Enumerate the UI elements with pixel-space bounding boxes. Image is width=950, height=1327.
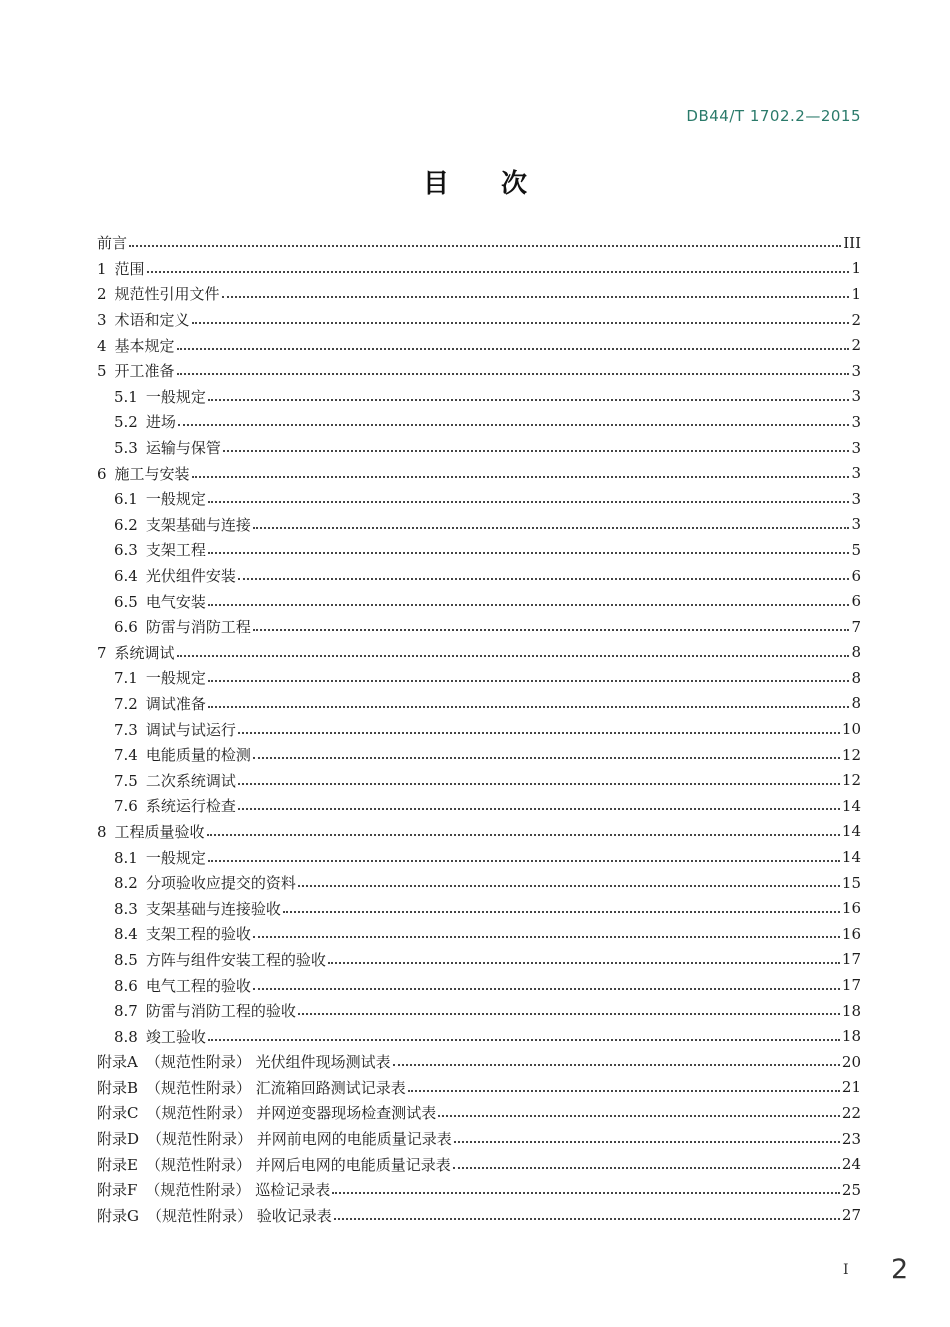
toc-entry[interactable] [97,435,861,461]
toc-entry[interactable] [97,1177,861,1203]
toc-entry-label [114,693,206,714]
toc-entry-page: 16 [841,924,861,943]
toc-entry-title: （规范性附录） 并网后电网的电能质量记录表 [145,1155,451,1174]
toc-entry[interactable] [97,332,861,358]
dot-leader [223,449,850,452]
toc-entry-number: 6.6 [114,618,138,637]
toc-entry-label [97,821,205,842]
toc-entry-page: 20 [841,1052,861,1071]
toc-entry-label [97,232,127,253]
toc-entry[interactable] [97,870,861,896]
toc-entry-label [114,975,251,996]
toc-entry-title: （规范性附录） 光伏组件现场测试表 [145,1053,391,1072]
toc-entry[interactable] [97,793,861,819]
toc-entry[interactable] [97,819,861,845]
toc-entry-number: 附录A [97,1053,138,1072]
toc-entry-number: 附录C [97,1104,139,1123]
dot-leader [454,1140,840,1143]
toc-entry-page: 25 [841,1180,861,1199]
toc-entry-number: 6.4 [114,567,138,586]
toc-entry-label [97,258,145,279]
toc-entry-title: 调试准备 [145,694,206,713]
toc-entry-label [114,872,296,893]
toc-entry[interactable] [97,230,861,256]
toc-entry-number: 6.5 [114,592,138,611]
toc-entry-label [114,565,236,586]
toc-entry-label [97,642,175,663]
toc-entry-title: 电气安装 [145,592,206,611]
toc-entry-page: 6 [851,566,861,585]
toc-entry[interactable] [97,256,861,282]
toc-entry-title: 开工准备 [114,362,175,381]
toc-entry[interactable] [97,640,861,666]
toc-entry[interactable] [97,921,861,947]
dot-leader [408,1089,840,1092]
toc-entry[interactable] [97,588,861,614]
toc-entry[interactable] [97,691,861,717]
toc-entry-label [114,437,221,458]
dot-leader [192,321,850,324]
dot-leader [177,347,850,350]
toc-entry-page: 3 [851,387,861,406]
toc-entry-number: 7.3 [114,720,138,739]
dot-leader [177,372,850,375]
toc-entry[interactable] [97,307,861,333]
dot-leader [238,807,840,810]
toc-entry-title: （规范性附录） 巡检记录表 [145,1181,331,1200]
toc-entry[interactable] [97,1023,861,1049]
toc-entry-title: 一般规定 [145,669,206,688]
toc-entry-page: 22 [841,1103,861,1122]
toc-entry-title: 范围 [114,259,145,278]
toc-entry[interactable] [97,512,861,538]
toc-entry[interactable] [97,1100,861,1126]
toc-entry-title: 一般规定 [145,387,206,406]
toc-entry[interactable] [97,1126,861,1152]
dot-leader [253,526,850,529]
toc-entry-title: 运输与保管 [145,439,221,458]
toc-entry-page: 27 [841,1206,861,1225]
toc-entry-label [114,898,281,919]
toc-entry-page: 1 [851,284,861,303]
toc-entry-number: 5.1 [114,387,138,406]
toc-entry-page: 8 [851,643,861,662]
toc-entry-title: （规范性附录） 验收记录表 [146,1206,332,1225]
dot-leader [208,1038,840,1041]
toc-entry-page: 5 [851,540,861,559]
toc-entry-label [114,514,251,535]
toc-entry[interactable] [97,716,861,742]
dot-leader [208,603,850,606]
dot-leader [208,500,850,503]
toc-entry-page: 2 [851,336,861,355]
toc-entry-page: 21 [841,1078,861,1097]
toc-entry-number: 4 [97,336,107,355]
toc-entry-label [114,1000,296,1021]
toc-entry-title: 防雷与消防工程 [145,618,251,637]
dot-leader [238,577,850,580]
toc-entry-number: 附录E [97,1155,138,1174]
toc-entry-number: 7.1 [114,669,138,688]
toc-entry[interactable] [97,1049,861,1075]
toc-entry-number: 7.4 [114,746,138,765]
toc-entry-page: 6 [851,592,861,611]
dot-leader [178,423,850,426]
toc-entry-label [97,1051,391,1072]
toc-entry-number: 附录B [97,1078,139,1097]
toc-entry-number: 8 [97,822,107,841]
toc-entry[interactable] [97,998,861,1024]
dot-leader [208,859,840,862]
toc-entry-number: 8.5 [114,950,138,969]
toc-entry-page: 24 [841,1155,861,1174]
toc-entry-label [114,591,206,612]
toc-entry-label [97,309,190,330]
toc-entry-page: 3 [851,412,861,431]
dot-leader [253,935,840,938]
dot-leader [328,961,840,964]
toc-entry-title: 一般规定 [145,848,206,867]
toc-entry-title: 电能质量的检测 [145,746,251,765]
toc-entry[interactable] [97,767,861,793]
toc-entry-page: 10 [841,720,861,739]
dot-leader [453,1166,840,1169]
toc-entry-label [114,847,206,868]
dot-leader [334,1217,840,1220]
toc-entry-title: 支架工程的验收 [145,925,251,944]
toc-entry-number: 8.4 [114,925,138,944]
dot-leader [393,1063,840,1066]
toc-entry-page: 3 [851,438,861,457]
toc-entry-label [114,949,326,970]
toc-entry-label [114,488,206,509]
toc-entry-page: 14 [841,822,861,841]
toc-entry-page: 12 [841,771,861,790]
toc-entry-title: 基本规定 [114,336,175,355]
toc-entry-label [114,1026,206,1047]
toc-entry-label [114,616,251,637]
toc-entry-title: 支架基础与连接 [145,515,251,534]
toc-entry[interactable] [97,537,861,563]
toc-entry-number: 附录G [97,1206,139,1225]
toc-entry-label [114,539,206,560]
toc-entry-title: 术语和定义 [114,311,190,330]
toc-entry-number: 8.7 [114,1002,138,1021]
toc-entry-page: 2 [851,310,861,329]
toc-entry-page: 15 [841,873,861,892]
toc-entry-title: 系统运行检查 [145,797,236,816]
table-of-contents [97,230,861,1228]
title-char-1: 目 [422,169,449,199]
toc-entry-page: 3 [851,361,861,380]
toc-entry-number: 6.1 [114,490,138,509]
roman-page-number: I [843,1262,849,1278]
toc-entry-label [97,335,175,356]
toc-entry-number: 附录D [97,1130,140,1149]
toc-entry-page: 17 [841,950,861,969]
dot-leader [238,782,840,785]
dot-leader [192,475,850,478]
toc-entry-page: 17 [841,976,861,995]
toc-entry-label [97,1102,436,1123]
toc-entry-title: 支架工程 [145,541,206,560]
toc-entry-title: 支架基础与连接验收 [145,899,281,918]
toc-entry[interactable] [97,409,861,435]
toc-entry[interactable] [97,1075,861,1101]
toc-entry-label [114,667,206,688]
toc-entry-number: 6.3 [114,541,138,560]
toc-entry-title: 工程质量验收 [114,822,205,841]
toc-entry-page: 14 [841,848,861,867]
toc-entry-number: 5 [97,362,107,381]
toc-entry-label [97,1154,451,1175]
toc-entry-page: 7 [851,617,861,636]
toc-entry-page: 8 [851,694,861,713]
page-number: 2 [891,1254,909,1285]
dot-leader [207,833,840,836]
page-title [0,163,950,200]
dot-leader [298,884,840,887]
toc-entry-page: 8 [851,668,861,687]
toc-entry-number: 8.8 [114,1027,138,1046]
title-char-2: 次 [501,169,528,199]
toc-entry[interactable] [97,895,861,921]
toc-entry-number: 8.1 [114,848,138,867]
toc-entry-title: 竣工验收 [145,1027,206,1046]
toc-entry-number: 8.6 [114,976,138,995]
toc-entry[interactable] [97,281,861,307]
toc-entry-label [114,744,251,765]
toc-entry[interactable] [97,665,861,691]
toc-entry-page: 3 [851,515,861,534]
toc-entry-number: 6 [97,464,107,483]
toc-entry-page: 3 [851,489,861,508]
toc-entry-label [97,283,220,304]
toc-entry-number: 6.2 [114,515,138,534]
toc-entry-page: 16 [841,899,861,918]
dot-leader [208,398,850,401]
toc-entry-page: III [843,233,861,252]
toc-entry-number: 8.2 [114,874,138,893]
dot-leader [147,270,850,273]
dot-leader [283,910,840,913]
toc-entry-title: 进场 [145,413,176,432]
dot-leader [253,987,840,990]
toc-entry-number: 7.2 [114,694,138,713]
toc-entry-title: （规范性附录） 并网前电网的电能质量记录表 [147,1130,452,1149]
toc-entry-label [114,411,176,432]
toc-entry[interactable] [97,742,861,768]
dot-leader [332,1191,840,1194]
dot-leader [222,295,850,298]
toc-entry[interactable] [97,947,861,973]
dot-leader [177,654,850,657]
toc-entry-number: 2 [97,285,107,304]
toc-entry[interactable] [97,358,861,384]
toc-entry-number: 3 [97,311,107,330]
toc-entry-title: 方阵与组件安装工程的验收 [145,950,326,969]
toc-entry-label [97,360,175,381]
toc-entry-label [97,1179,330,1200]
standard-code: DB44/T 1702.2—2015 [686,107,861,125]
dot-leader [253,628,850,631]
toc-entry-number: 1 [97,259,107,278]
toc-entry[interactable] [97,563,861,589]
toc-entry-label [97,1205,332,1226]
toc-entry-label [114,386,206,407]
toc-entry-number: 7.6 [114,797,138,816]
toc-entry-number: 附录F [97,1181,138,1200]
toc-entry-label [97,1077,406,1098]
toc-entry-number: 5.3 [114,439,138,458]
toc-entry-label [114,795,236,816]
toc-entry-number: 5.2 [114,413,138,432]
dot-leader [208,705,850,708]
toc-entry[interactable] [97,1151,861,1177]
toc-entry-title: 光伏组件安装 [145,567,236,586]
dot-leader [438,1114,840,1117]
toc-entry-label [114,719,236,740]
toc-entry-page: 18 [841,1001,861,1020]
toc-entry-title: 前言 [97,234,128,253]
toc-entry-title: 电气工程的验收 [145,976,251,995]
dot-leader [208,679,850,682]
toc-entry-label [114,770,236,791]
dot-leader [238,731,840,734]
toc-entry-page: 3 [851,464,861,483]
toc-entry-number: 8.3 [114,899,138,918]
toc-entry[interactable] [97,844,861,870]
toc-entry-title: 系统调试 [114,643,175,662]
toc-entry[interactable] [97,972,861,998]
toc-entry-page: 1 [851,259,861,278]
dot-leader [129,244,841,247]
dot-leader [208,551,850,554]
toc-entry-page: 12 [841,745,861,764]
toc-entry-title: 分项验收应提交的资料 [145,874,296,893]
toc-entry-page: 23 [841,1129,861,1148]
toc-entry-title: 调试与试运行 [145,720,236,739]
toc-entry[interactable] [97,384,861,410]
toc-entry-title: 防雷与消防工程的验收 [145,1002,296,1021]
toc-entry-title: 施工与安装 [114,464,190,483]
toc-entry-number: 7 [97,643,107,662]
toc-entry-label [97,1128,452,1149]
dot-leader [298,1012,840,1015]
toc-entry-label [114,923,251,944]
dot-leader [253,756,840,759]
toc-entry[interactable] [97,1203,861,1229]
toc-entry-number: 7.5 [114,771,138,790]
toc-entry-title: 规范性引用文件 [114,285,220,304]
toc-entry[interactable] [97,614,861,640]
toc-entry[interactable] [97,460,861,486]
toc-entry-title: 一般规定 [145,490,206,509]
toc-entry-title: （规范性附录） 汇流箱回路测试记录表 [146,1078,406,1097]
toc-entry-page: 18 [841,1027,861,1046]
toc-entry-title: （规范性附录） 并网逆变器现场检查测试表 [146,1104,437,1123]
toc-entry-page: 14 [841,796,861,815]
toc-entry[interactable] [97,486,861,512]
toc-entry-label [97,463,190,484]
toc-entry-title: 二次系统调试 [145,771,236,790]
